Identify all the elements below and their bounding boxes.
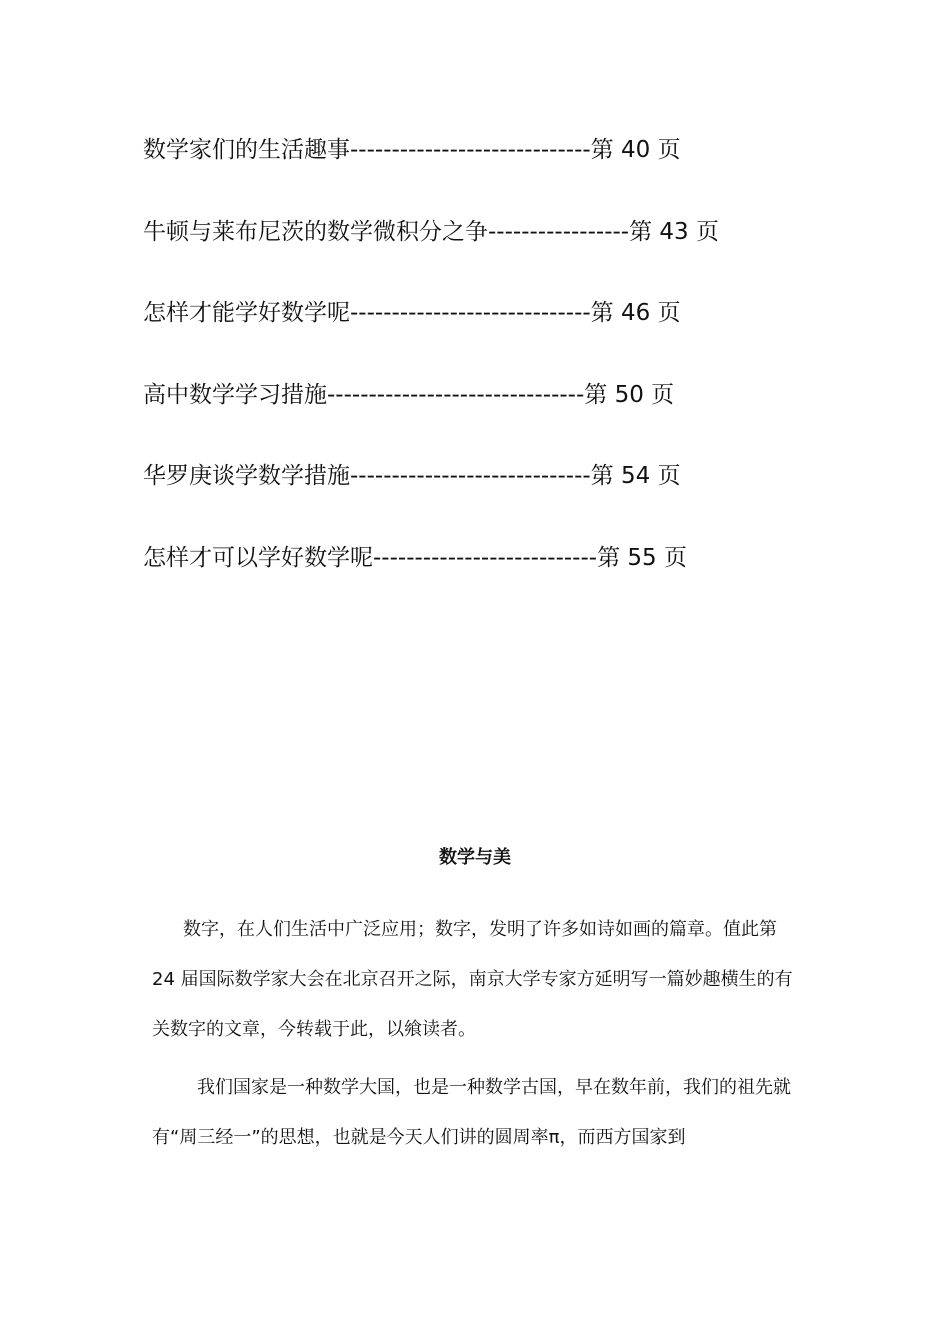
toc-entry: 数学家们的生活趣事-----------------------------第 40 页	[143, 137, 681, 163]
toc-entry: 华罗庚谈学数学措施-----------------------------第 54 页	[143, 463, 681, 489]
article-paragraph: 我们国家是一种数学大国，也是一种数学古国，早在数年前，我们的祖先就有“周三经一”的思想，也就是今天人们讲的圆周率π，而西方国家到	[152, 1077, 791, 1148]
toc-entry: 高中数学学习措施-------------------------------第 50 页	[143, 381, 675, 408]
table-of-contents	[143, 128, 903, 617]
article-title: 数学与美	[439, 847, 511, 868]
toc-entry: 牛顿与莱布尼茨的数学微积分之争-----------------第 43 页	[143, 218, 719, 245]
article-paragraph: 数字，在人们生活中广泛应用；数字，发明了许多如诗如画的篇章。值此第 24 届国际数学家大会在北京召开之际，南京大学专家方延明写一篇妙趣横生的有关数字的文章，今转载于此，以飨读者。	[152, 919, 793, 1040]
toc-entry: 怎样才可以学好数学呢---------------------------第 55 页	[143, 544, 687, 571]
toc-entry: 怎样才能学好数学呢-----------------------------第 46 页	[143, 300, 681, 326]
